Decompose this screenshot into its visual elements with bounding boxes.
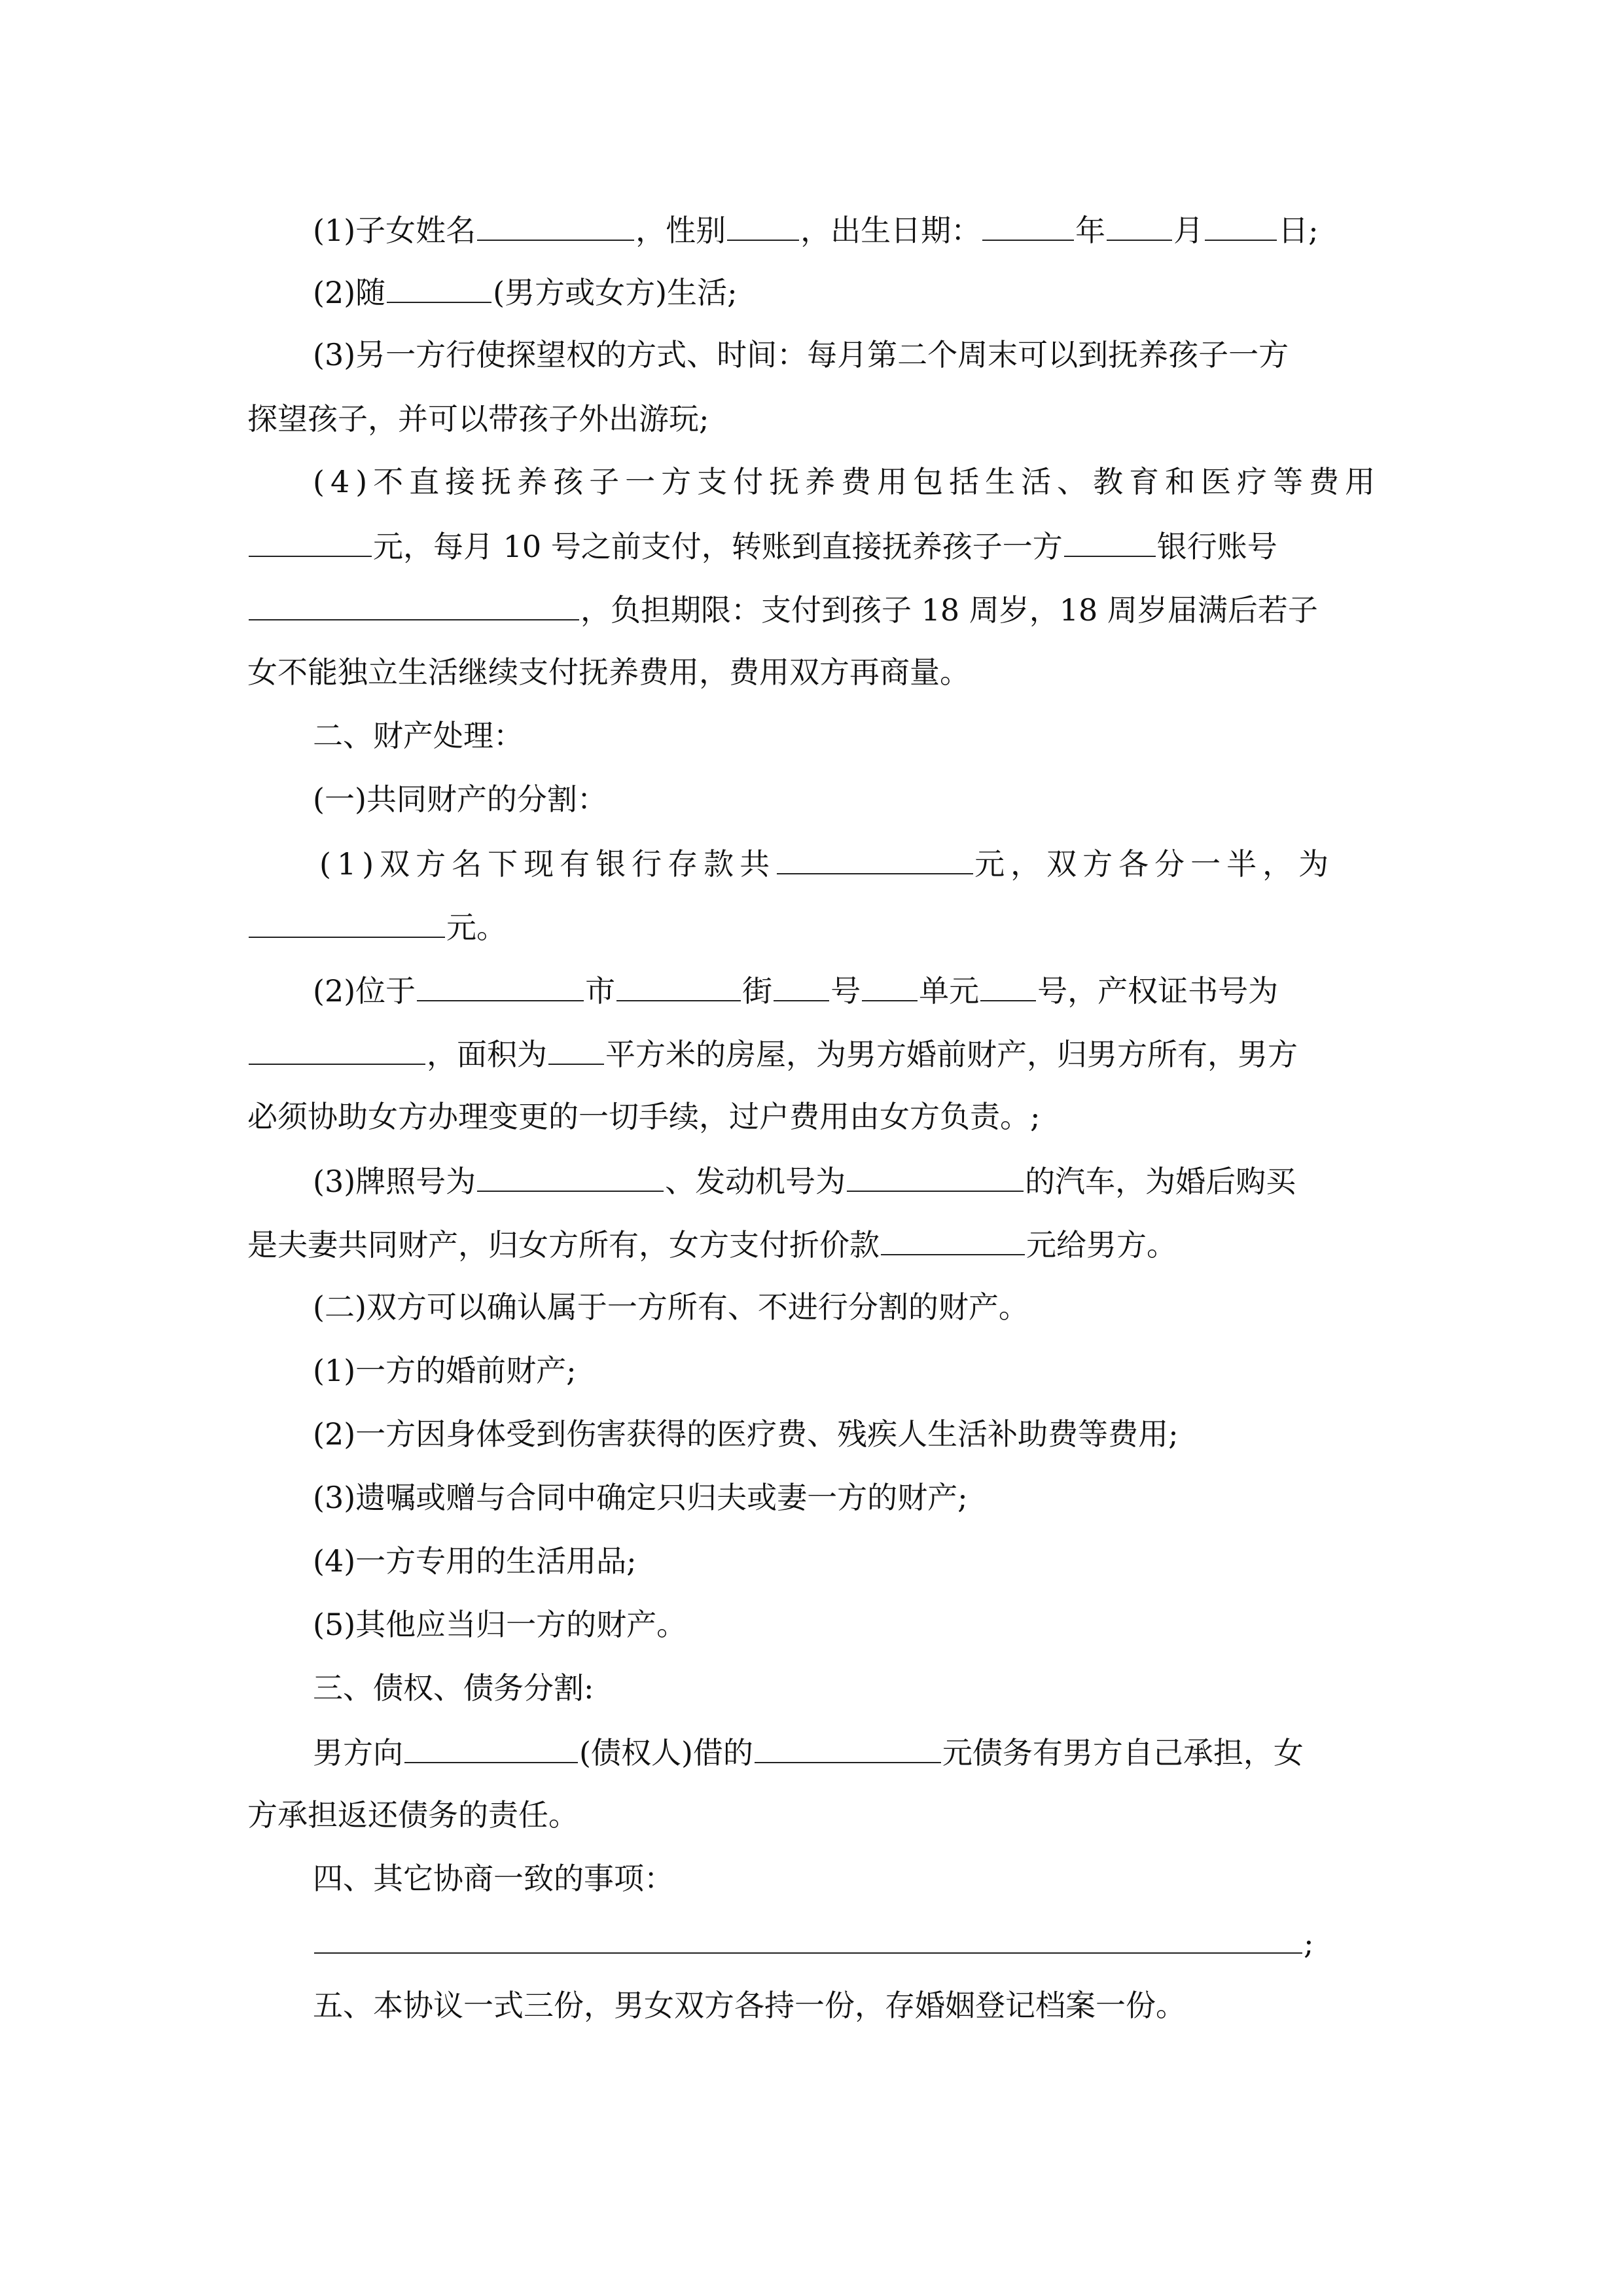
visitation-line-2: 探望孩子，并可以带孩子外出游玩; bbox=[247, 401, 709, 437]
custody-line bbox=[313, 272, 738, 311]
debt-amount-blank[interactable] bbox=[755, 1732, 941, 1763]
separate-item-1: (1)一方的婚前财产; bbox=[313, 1353, 577, 1388]
child-gender-label: ，性别 bbox=[635, 213, 726, 248]
street-number-blank[interactable] bbox=[774, 970, 829, 1001]
other-matters-blank[interactable] bbox=[314, 1922, 1302, 1954]
support-amount-blank[interactable] bbox=[249, 526, 372, 557]
support-line-2 bbox=[247, 526, 1277, 565]
child-name-blank[interactable] bbox=[477, 209, 634, 241]
support-payment-text: 元，每月 10 号之前支付，转账到直接抚养孩子一方 bbox=[373, 529, 1063, 564]
area-blank[interactable] bbox=[548, 1033, 604, 1065]
engine-label: 、发动机号为 bbox=[665, 1164, 846, 1199]
child-birth-label: ，出生日期： bbox=[800, 213, 982, 248]
debt-responsibility-text: 元债务有男方自己承担，女 bbox=[942, 1735, 1304, 1770]
car-compensation-suffix: 元给男方。 bbox=[1026, 1227, 1177, 1263]
bank-name-blank[interactable] bbox=[1064, 526, 1156, 557]
custody-suffix: (男方或女方)生活; bbox=[493, 275, 738, 310]
car-compensation-blank[interactable] bbox=[881, 1224, 1025, 1255]
car-line-2 bbox=[247, 1224, 1177, 1263]
street-blank[interactable] bbox=[616, 970, 741, 1001]
house-line-3: 必须协助女方办理变更的一切手续，过户费用由女方负责。; bbox=[247, 1099, 1041, 1134]
custody-label: 随 bbox=[355, 275, 386, 310]
child-gender-blank[interactable] bbox=[727, 209, 799, 241]
house-ownership-text: 平方米的房屋，为男方婚前财产，归男方所有，男方 bbox=[605, 1037, 1298, 1072]
other-matters-line bbox=[313, 1922, 1314, 1962]
month-label: 月 bbox=[1173, 213, 1204, 248]
engine-number-blank[interactable] bbox=[847, 1160, 1024, 1192]
debt-heading: 三、债权、债务分割: bbox=[313, 1670, 594, 1706]
creditor-label: (债权人)借的 bbox=[579, 1735, 753, 1770]
deposit-share-blank[interactable] bbox=[249, 906, 445, 938]
number-label: 号 bbox=[830, 973, 861, 1009]
separate-item-4: (4)一方专用的生活用品; bbox=[313, 1543, 637, 1579]
certificate-number-blank[interactable] bbox=[249, 1033, 425, 1065]
deposit-unit: 元。 bbox=[446, 910, 507, 945]
custody-party-blank[interactable] bbox=[387, 272, 491, 303]
city-blank[interactable] bbox=[417, 970, 584, 1001]
creditor-blank[interactable] bbox=[404, 1732, 578, 1763]
year-label: 年 bbox=[1075, 213, 1106, 248]
birth-day-blank[interactable] bbox=[1205, 209, 1277, 241]
separate-item-2: (2)一方因身体受到伤害获得的医疗费、残疾人生活补助费等费用; bbox=[313, 1416, 1179, 1452]
support-period-text: ，负担期限：支付到孩子 18 周岁，18 周岁届满后若子 bbox=[580, 592, 1318, 628]
child-item-number: (1) bbox=[313, 213, 356, 248]
car-ownership-text: 是夫妻共同财产，归女方所有，女方支付折价款 bbox=[247, 1227, 880, 1263]
deposit-line-1 bbox=[319, 843, 1334, 882]
day-label: 日; bbox=[1278, 213, 1319, 248]
unit-blank[interactable] bbox=[862, 970, 918, 1001]
unit-label: 单元 bbox=[919, 973, 980, 1009]
support-line-1: (4)不直接抚养孩子一方支付抚养费用包括生活、教育和医疗等费用 bbox=[313, 464, 1382, 499]
birth-month-blank[interactable] bbox=[1107, 209, 1172, 241]
separate-property-heading: (二)双方可以确认属于一方所有、不进行分割的财产。 bbox=[313, 1289, 1029, 1325]
separate-item-5: (5)其他应当归一方的财产。 bbox=[313, 1607, 687, 1642]
debt-man-label: 男方向 bbox=[313, 1735, 403, 1770]
copies-clause: 五、本协议一式三份，男女双方各持一份，存婚姻登记档案一份。 bbox=[313, 1988, 1186, 2023]
street-label: 街 bbox=[742, 973, 773, 1009]
debt-line-1 bbox=[313, 1732, 1304, 1771]
support-line-4: 女不能独立生活继续支付抚养费用，费用双方再商量。 bbox=[247, 655, 970, 690]
plate-label: (3)牌照号为 bbox=[313, 1164, 476, 1199]
support-line-3 bbox=[247, 589, 1318, 628]
child-name-label: 子女姓名 bbox=[355, 213, 476, 248]
house-line-1 bbox=[313, 970, 1278, 1009]
visitation-line-1: (3)另一方行使探望权的方式、时间：每月第二个周末可以到抚养孩子一方 bbox=[313, 337, 1289, 372]
deposit-split-text: 元，双方各分一半，为 bbox=[974, 846, 1335, 882]
deposit-total-blank[interactable] bbox=[777, 843, 973, 874]
debt-line-2: 方承担返还债务的责任。 bbox=[247, 1797, 579, 1833]
other-matters-heading: 四、其它协商一致的事项： bbox=[313, 1861, 674, 1896]
house-line-2 bbox=[247, 1033, 1298, 1073]
custody-number: (2) bbox=[313, 275, 356, 310]
deposit-line-2 bbox=[247, 906, 507, 946]
plate-number-blank[interactable] bbox=[477, 1160, 664, 1192]
room-number-blank[interactable] bbox=[980, 970, 1036, 1001]
child-info-line bbox=[313, 209, 1319, 249]
common-property-heading: (一)共同财产的分割： bbox=[313, 781, 607, 817]
city-label: 市 bbox=[585, 973, 616, 1009]
car-line-1 bbox=[313, 1160, 1296, 1200]
car-purchase-text: 的汽车，为婚后购买 bbox=[1025, 1164, 1296, 1199]
house-location-label: (2)位于 bbox=[313, 973, 416, 1009]
deposit-text: (1)双方名下现有银行存款共 bbox=[319, 846, 776, 882]
area-label: ，面积为 bbox=[427, 1037, 547, 1072]
certificate-label: 号，产权证书号为 bbox=[1037, 973, 1279, 1009]
separate-item-3: (3)遗嘱或赠与合同中确定只归夫或妻一方的财产; bbox=[313, 1480, 968, 1515]
birth-year-blank[interactable] bbox=[982, 209, 1074, 241]
bank-account-blank[interactable] bbox=[249, 589, 579, 620]
other-matters-end: ; bbox=[1304, 1926, 1314, 1961]
property-heading: 二、财产处理： bbox=[313, 718, 524, 753]
bank-account-label: 银行账号 bbox=[1156, 529, 1277, 564]
